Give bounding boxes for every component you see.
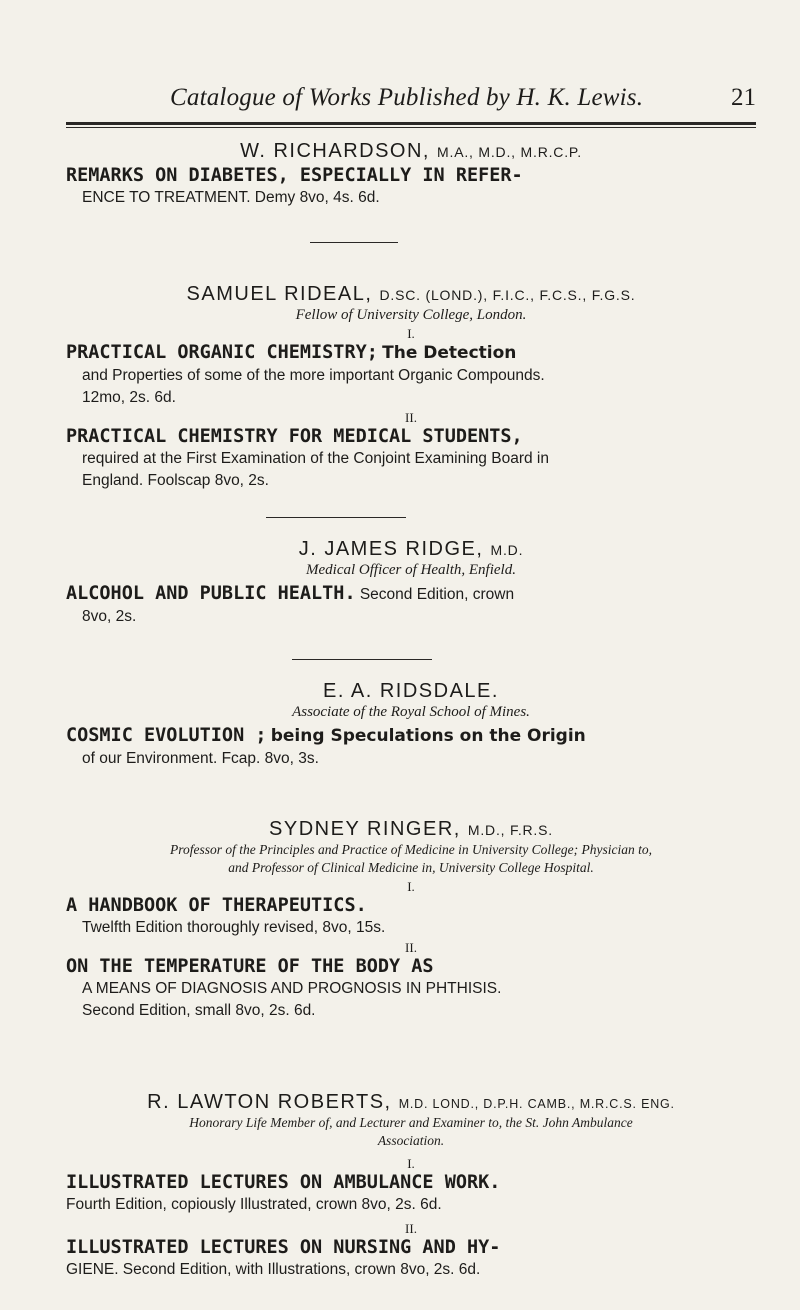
- work-entry: [66, 583, 756, 627]
- work-details: 12mo, 2s. 6d.: [82, 389, 176, 406]
- author-name: [66, 538, 756, 561]
- work-details: England. Foolscap 8vo, 2s.: [82, 472, 269, 489]
- work-title: COSMIC EVOLUTION ;: [66, 725, 267, 746]
- work-details: 8vo, 2s.: [82, 608, 137, 625]
- work-number: I.: [407, 879, 415, 894]
- work-entry: [66, 342, 756, 408]
- author-text: W. RICHARDSON,: [240, 140, 430, 162]
- work-title: REMARKS ON DIABETES, ESPECIALLY IN REFER-: [66, 165, 523, 186]
- work-details: Demy 8vo, 4s. 6d.: [254, 189, 380, 206]
- author-text: SAMUEL RIDEAL,: [186, 283, 373, 305]
- work-number: II.: [405, 410, 417, 425]
- section-separator: [292, 659, 432, 660]
- author-credentials: D.SC. (LOND.), F.I.C., F.C.S., F.G.S.: [379, 287, 636, 303]
- work-entry: [66, 725, 756, 769]
- work-entry: [66, 426, 756, 491]
- author-affiliation: Fellow of University College, London.: [295, 307, 527, 323]
- work-details: Fourth Edition, copiously Illustrated, crown 8vo, 2s. 6d.: [66, 1196, 442, 1213]
- work-details: Second Edition, crown: [359, 586, 515, 603]
- author-affiliation: Honorary Life Member of, and Lecturer and Examiner to, the St. John Ambulance: [189, 1115, 633, 1130]
- work-details: Twelfth Edition thoroughly revised, 8vo, 15s.: [82, 919, 386, 936]
- author-credentials: M.D.: [490, 542, 524, 558]
- author-text: SYDNEY RINGER,: [269, 818, 461, 840]
- running-header: [66, 84, 756, 118]
- work-number: I.: [407, 326, 415, 341]
- work-number: II.: [405, 940, 417, 955]
- work-details: required at the First Examination of the Conjoint Examining Board in: [82, 450, 549, 467]
- author-name: [66, 140, 756, 163]
- author-affiliation: Association.: [377, 1133, 445, 1148]
- work-title: PRACTICAL CHEMISTRY FOR MEDICAL STUDENTS,: [66, 426, 523, 447]
- section-rideal: [66, 283, 756, 491]
- work-subtitle: being Speculations on the Origin: [270, 726, 586, 746]
- author-name: [66, 818, 756, 841]
- author-affiliation: Medical Officer of Health, Enfield.: [306, 562, 516, 578]
- work-title: ON THE TEMPERATURE OF THE BODY AS: [66, 956, 434, 977]
- author-name: E. A. RIDSDALE.: [323, 680, 499, 702]
- work-title-cont: ENCE TO TREATMENT.: [82, 189, 251, 206]
- header-rule-thick: [66, 122, 756, 125]
- author-credentials: M.A., M.D., M.R.C.P.: [437, 144, 582, 160]
- page-number: 21: [731, 84, 756, 111]
- work-title: ILLUSTRATED LECTURES ON NURSING AND HY-: [66, 1237, 501, 1258]
- section-ridge: [66, 538, 756, 627]
- work-entry: [66, 956, 756, 1021]
- section-roberts: [66, 1091, 756, 1280]
- section-separator: [266, 517, 406, 518]
- section-separator: [310, 242, 398, 243]
- work-entry: [66, 165, 756, 208]
- work-entry: [66, 1172, 756, 1215]
- section-richardson: [66, 140, 756, 208]
- work-subtitle: The Detection: [382, 343, 517, 363]
- author-text: J. JAMES RIDGE,: [298, 538, 484, 560]
- author-affiliation: Professor of the Principles and Practice of Medicine in University College; Physician to,: [169, 842, 653, 857]
- section-ringer: [66, 818, 756, 1021]
- work-number: II.: [405, 1221, 417, 1236]
- work-details: Second Edition, with Illustrations, crown 8vo, 2s. 6d.: [122, 1261, 481, 1278]
- work-details: of our Environment. Fcap. 8vo, 3s.: [82, 750, 319, 767]
- header-title: Catalogue of Works Published by H. K. Lewis.: [170, 84, 644, 111]
- work-entry: [66, 895, 756, 938]
- author-affiliation: Associate of the Royal School of Mines.: [292, 704, 530, 720]
- author-name: [66, 1091, 756, 1114]
- section-ridsdale: [66, 680, 756, 769]
- work-title: ALCOHOL AND PUBLIC HEALTH.: [66, 583, 356, 604]
- work-details: and Properties of some of the more important Organic Compounds.: [82, 367, 545, 384]
- header-rule-thin: [66, 127, 756, 128]
- work-number: I.: [407, 1156, 415, 1171]
- author-name: [66, 283, 756, 306]
- author-text: R. LAWTON ROBERTS,: [147, 1091, 392, 1113]
- work-details: Second Edition, small 8vo, 2s. 6d.: [82, 1002, 316, 1019]
- author-credentials: M.D., F.R.S.: [467, 822, 553, 838]
- author-credentials: M.D. LOND., D.P.H. CAMB., M.R.C.S. ENG.: [398, 1097, 675, 1111]
- work-entry: [66, 1237, 756, 1280]
- work-title: ILLUSTRATED LECTURES ON AMBULANCE WORK.: [66, 1172, 501, 1193]
- work-title: A HANDBOOK OF THERAPEUTICS.: [66, 895, 367, 916]
- work-details: GIENE.: [66, 1261, 119, 1278]
- work-details: A MEANS OF DIAGNOSIS AND PROGNOSIS IN PHTHISIS.: [82, 980, 502, 997]
- author-affiliation: and Professor of Clinical Medicine in, University College Hospital.: [228, 860, 594, 875]
- work-title: PRACTICAL ORGANIC CHEMISTRY;: [66, 342, 378, 363]
